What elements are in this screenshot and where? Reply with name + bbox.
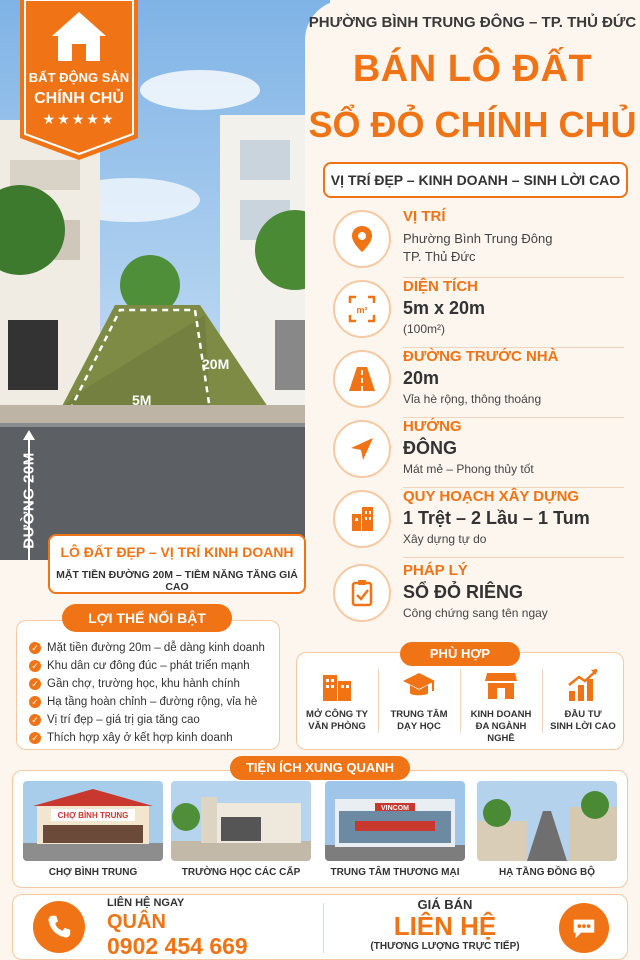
check-icon: ✓: [29, 714, 41, 726]
amenity-market: [23, 781, 163, 878]
lot-width-label: 5M: [132, 392, 152, 408]
suitable-business-line1: KINH DOANH: [470, 709, 532, 720]
check-icon: ✓: [29, 642, 41, 654]
list-item: ✓ Mặt tiền đường 20m – dễ dàng kinh doanh: [29, 639, 265, 657]
planning-sub: Xây dựng tự do: [403, 532, 487, 546]
list-item: ✓ Gần chợ, trường học, khu hành chính: [29, 675, 265, 693]
compass-arrow-icon: [333, 420, 391, 478]
phone-icon[interactable]: [33, 901, 85, 953]
road-width-label: [14, 430, 44, 560]
market-photo: [23, 781, 163, 861]
price-note: (THƯƠNG LƯỢNG TRỰC TIẾP): [370, 941, 520, 952]
amenities-panel: [12, 770, 628, 888]
suitable-item-office: [297, 667, 377, 745]
graduation-cap-icon: [401, 667, 437, 703]
location-line1: Phường Bình Trung Đông: [403, 231, 553, 246]
check-icon: ✓: [29, 732, 41, 744]
road-value: 20m: [403, 368, 440, 388]
amenities-title: TIỆN ÍCH XUNG QUANH: [230, 756, 410, 780]
amenity-school-caption: TRƯỜNG HỌC CÁC CẤP: [181, 867, 301, 878]
growth-chart-icon: [565, 667, 601, 703]
office-building-icon: [319, 667, 355, 703]
list-item: ✓ Vị trí đẹp – giá trị gia tăng cao: [29, 711, 265, 729]
svg-text:m²: m²: [356, 305, 368, 315]
amenity-infrastructure: [477, 781, 617, 878]
amenity-infrastructure-caption: HẠ TẦNG ĐỒNG BỘ: [498, 867, 596, 878]
list-item: ✓ Khu dân cư đông đúc – phát triển mạnh: [29, 657, 265, 675]
lot-highlight-box: [48, 534, 306, 594]
area-icon: [333, 280, 391, 338]
direction-label: HƯỚNG: [403, 418, 462, 435]
lot-length-label: 20M: [202, 356, 230, 372]
market-sign: CHỢ BÌNH TRUNG: [57, 811, 129, 820]
suitable-investment-line1: ĐẦU TƯ: [564, 709, 602, 720]
badge-line2: CHÍNH CHỦ: [34, 90, 124, 107]
contact-bar: [12, 894, 628, 960]
detail-legal: [305, 560, 640, 628]
detail-location: [305, 206, 640, 274]
suitable-office-line2: VĂN PHÒNG: [308, 721, 366, 732]
infrastructure-photo: [477, 781, 617, 861]
check-icon: ✓: [29, 660, 41, 672]
location-line2: TP. Thủ Đức: [403, 249, 476, 264]
suitable-office-line1: MỞ CÔNG TY: [306, 709, 368, 720]
page-subtitle: SỔ ĐỎ CHÍNH CHỦ: [308, 104, 637, 145]
legal-label: PHÁP LÝ: [403, 562, 468, 579]
suitable-item-business: [461, 667, 541, 745]
suitable-item-investment: [543, 667, 623, 745]
clipboard-check-icon: [333, 564, 391, 622]
list-item: ✓ Hạ tầng hoàn chỉnh – đường rộng, vỉa hè: [29, 693, 265, 711]
school-photo: [171, 781, 311, 861]
detail-direction: [305, 416, 640, 484]
check-icon: ✓: [29, 678, 41, 690]
direction-sub: Mát mẻ – Phong thủy tốt: [403, 462, 534, 476]
planning-value: 1 Trệt – 2 Lầu – 1 Tum: [403, 508, 590, 528]
amenity-mall: [325, 781, 465, 878]
suitable-education-line2: DẠY HỌC: [397, 721, 441, 732]
advantages-list: [29, 639, 265, 747]
list-item: ✓ Thích hợp xây ở kết hợp kinh doanh: [29, 729, 265, 747]
road-icon: [333, 350, 391, 408]
contact-phone[interactable]: 0902 454 669: [107, 933, 248, 959]
price-value: LIÊN HỆ: [393, 911, 497, 941]
building-icon: [333, 490, 391, 548]
check-icon: ✓: [29, 696, 41, 708]
badge-line1: BẤT ĐỘNG SẢN: [28, 70, 130, 85]
lot-highlight-sub: MẶT TIỀN ĐƯỜNG 20M – TIỀM NĂNG TĂNG GIÁ CAO: [56, 569, 298, 593]
amenity-market-caption: CHỢ BÌNH TRUNG: [48, 867, 138, 878]
advantages-panel: [16, 620, 280, 750]
chat-bubble-icon[interactable]: [559, 903, 609, 953]
info-panel: [305, 0, 640, 640]
location-label: VỊ TRÍ: [403, 208, 446, 225]
area-value: 5m x 20m: [403, 298, 486, 318]
road-sub: Vỉa hè rộng, thông thoáng: [403, 392, 542, 406]
badge-stars: ★★★★★: [42, 111, 116, 127]
planning-label: QUY HOẠCH XÂY DỰNG: [403, 488, 580, 505]
mall-photo: [325, 781, 465, 861]
mall-sign: VINCOM: [381, 805, 409, 812]
district-heading: PHƯỜNG BÌNH TRUNG ĐÔNG – TP. THỦ ĐỨC: [308, 14, 637, 31]
page-title: BÁN LÔ ĐẤT: [352, 48, 593, 90]
suitable-item-education: [379, 667, 459, 745]
map-pin-icon: [333, 210, 391, 268]
contact-name: QUÂN: [107, 911, 166, 933]
suitable-education-line1: TRUNG TÂM: [390, 709, 448, 720]
detail-area: [305, 276, 640, 344]
road-label: ĐƯỜNG TRƯỚC NHÀ: [403, 348, 559, 365]
area-sub: (100m²): [403, 322, 446, 336]
area-label: DIỆN TÍCH: [403, 278, 478, 295]
legal-value: SỔ ĐỎ RIÊNG: [403, 582, 524, 602]
road-width-text: ĐƯỜNG 20M: [20, 452, 38, 549]
lot-highlight-title: LÔ ĐẤT ĐẸP – VỊ TRÍ KINH DOANH: [60, 544, 294, 560]
amenity-school: [171, 781, 311, 878]
detail-road: [305, 346, 640, 414]
suitable-panel: [296, 652, 624, 750]
contact-label: LIÊN HỆ NGAY: [107, 897, 185, 909]
advantages-title: LỢI THẾ NỔI BẬT: [62, 604, 232, 632]
detail-planning: [305, 486, 640, 554]
suitable-business-line2: ĐA NGÀNH NGHỀ: [475, 721, 527, 744]
owner-badge: [20, 0, 138, 160]
legal-sub: Công chứng sang tên ngay: [403, 606, 548, 620]
suitable-title: PHÙ HỢP: [400, 642, 520, 666]
direction-value: ĐÔNG: [403, 438, 457, 458]
price-label: GIÁ BÁN: [417, 897, 473, 912]
tagline: VỊ TRÍ ĐẸP – KINH DOANH – SINH LỜI CAO: [323, 162, 628, 198]
amenity-mall-caption: TRUNG TÂM THƯƠNG MẠI: [330, 867, 460, 878]
suitable-investment-line2: SINH LỜI CAO: [550, 721, 616, 732]
storefront-icon: [483, 667, 519, 703]
